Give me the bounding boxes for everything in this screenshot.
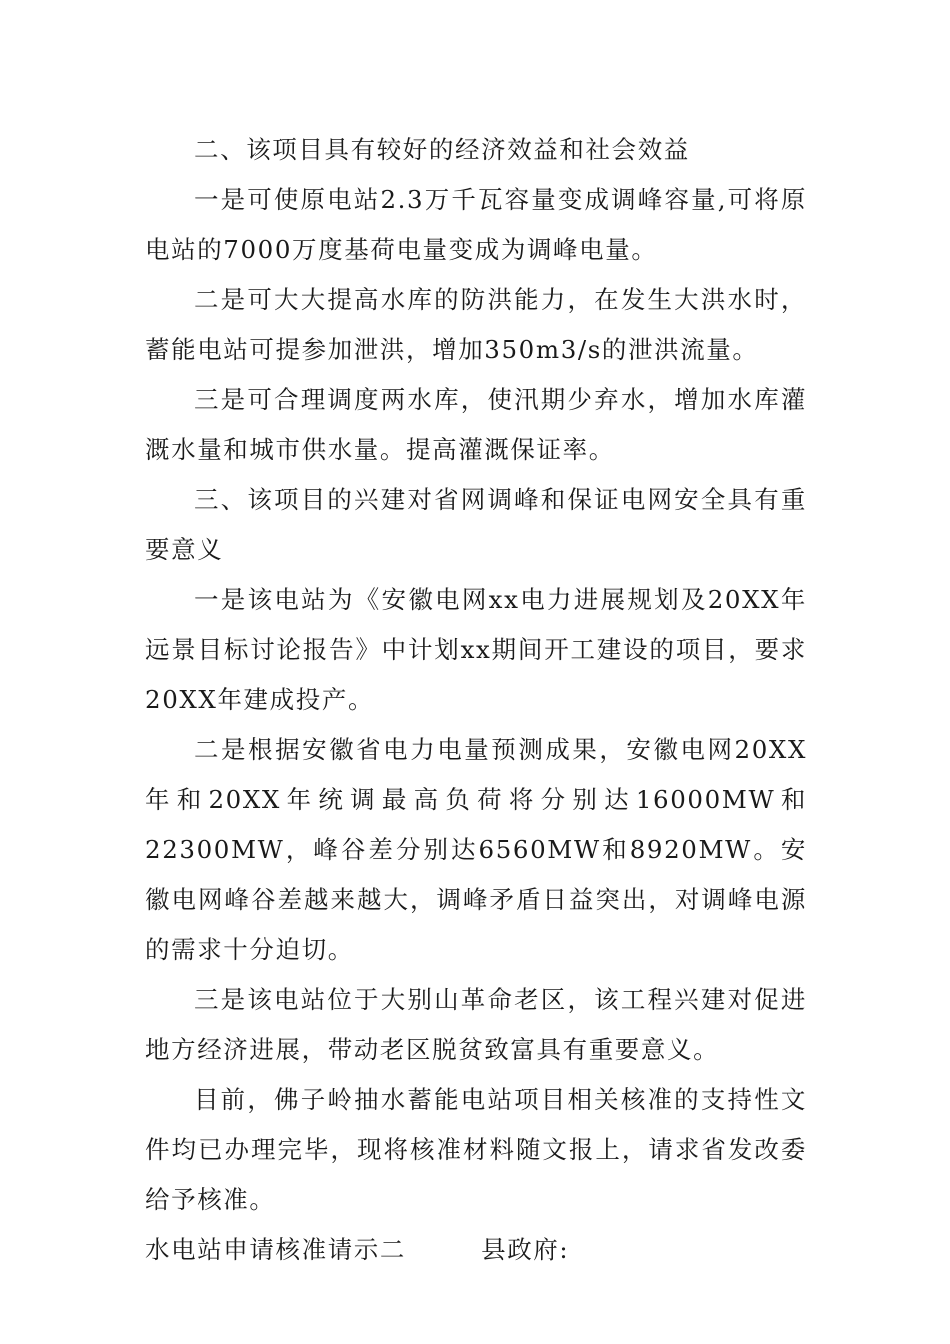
section-heading-two: 二、该项目具有较好的经济效益和社会效益 [194, 135, 690, 164]
closing-title: 水电站申请核准请示二 [145, 1235, 406, 1264]
paragraph: 三是可合理调度两水库，使汛期少弃水，增加水库灌溉水量和城市供水量。提高灌溉保证率。 [145, 385, 807, 464]
closing-addressee: 县政府: [481, 1235, 570, 1264]
paragraph: 二是根据安徽省电力电量预测成果，安徽电网20XX年和20XX年统调最高负荷将分别达16000MW和22300MW，峰谷差分别达6560MW和8920MW。安徽电网峰谷差越来越大，调峰矛盾日益突出，对调峰电源的需求十分迫切。 [145, 735, 807, 964]
paragraph: 目前，佛子岭抽水蓄能电站项目相关核准的支持性文件均已办理完毕，现将核准材料随文报上，请求省发改委给予核准。 [145, 1085, 807, 1214]
paragraph: 一是该电站为《安徽电网xx电力进展规划及20XX年远景目标讨论报告》中计划xx期间开工建设的项目，要求20XX年建成投产。 [145, 585, 807, 714]
closing-line [145, 1225, 807, 1275]
paragraph: 二是可大大提高水库的防洪能力，在发生大洪水时，蓄能电站可提参加泄洪，增加350m3/s的泄洪流量。 [145, 285, 807, 364]
paragraph: 一是可使原电站2.3万千瓦容量变成调峰容量,可将原电站的7000万度基荷电量变成为调峰电量。 [145, 185, 807, 264]
section-heading-three: 三、该项目的兴建对省网调峰和保证电网安全具有重要意义 [145, 485, 807, 564]
paragraph: 三是该电站位于大别山革命老区，该工程兴建对促进地方经济进展，带动老区脱贫致富具有重要意义。 [145, 985, 807, 1064]
document-page [145, 125, 807, 1275]
